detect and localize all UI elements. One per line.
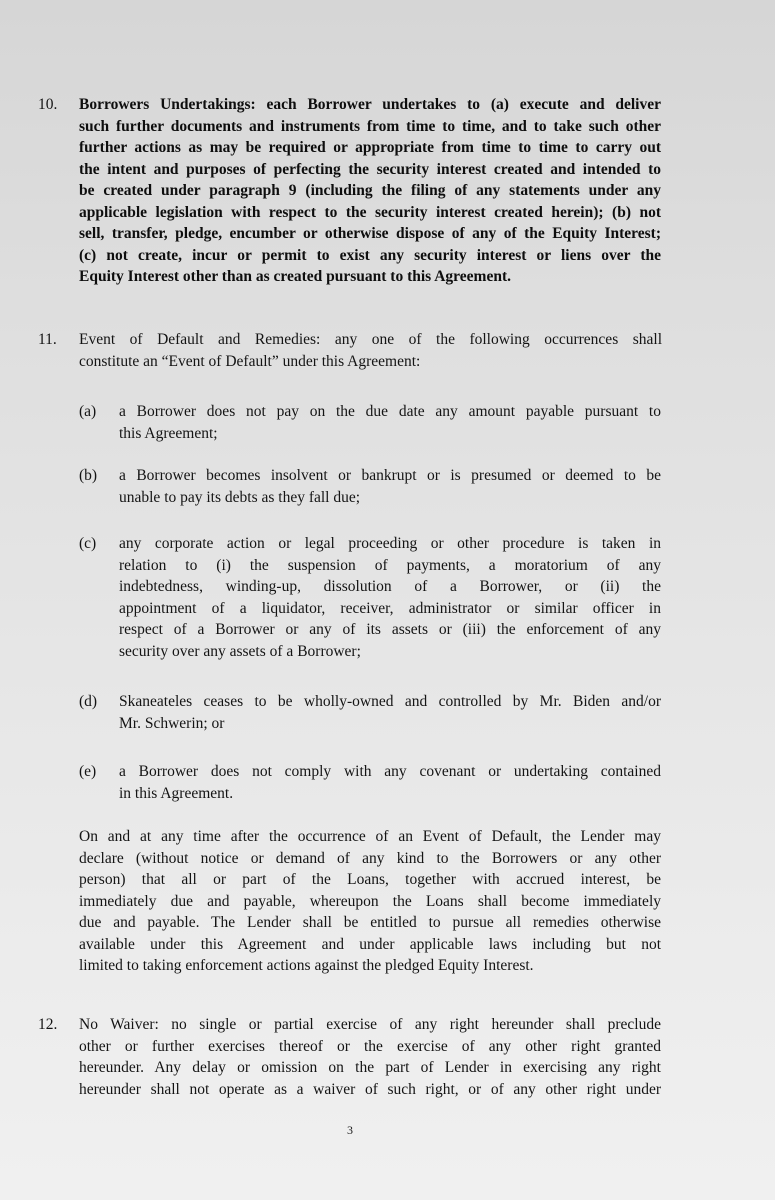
item-a-body <box>119 401 661 444</box>
item-d-line-2: Mr. Schwerin; or <box>119 714 225 732</box>
section-11-line-2: constitute an “Event of Default” under this Agreement: <box>79 352 421 370</box>
section-10-line-9: Equity Interest other than as created pursuant to this Agreement. <box>79 268 511 285</box>
closing-line-1: On and at any time after the occurrence of an Event of Default, the Lender may <box>79 828 661 845</box>
item-e-body <box>119 761 661 804</box>
item-c-body <box>119 533 661 662</box>
closing-line-5: due and payable. The Lender shall be entitled to pursue all remedies otherwise <box>79 914 661 931</box>
item-a-line-1: a Borrower does not pay on the due date any amount payable pursuant to <box>119 403 661 420</box>
section-12-line-1: No Waiver: no single or partial exercise of any right hereunder shall preclude <box>79 1016 661 1033</box>
section-11-number: 11. <box>38 331 57 348</box>
item-a-line-2: this Agreement; <box>119 424 218 442</box>
item-c-line-6: security over any assets of a Borrower; <box>119 642 361 660</box>
section-11-intro <box>79 329 662 372</box>
item-c-line-4: appointment of a liquidator, receiver, administrator or similar officer in <box>119 599 661 617</box>
item-e-line-2: in this Agreement. <box>119 784 234 802</box>
closing-line-7: limited to taking enforcement actions against the pledged Equity Interest. <box>79 957 534 974</box>
section-10-line-5: be created under paragraph 9 (including the filing of any statements under any <box>79 182 661 199</box>
section-10-line-3: further actions as may be required or appropriate from time to time to carry out <box>79 139 661 156</box>
item-d-label: (d) <box>79 693 98 710</box>
section-10-line-6: applicable legislation with respect to the security interest created herein); (b) not <box>79 203 661 221</box>
section-10-number: 10. <box>38 96 58 113</box>
section-12-line-4: hereunder shall not operate as a waiver of such right, or of any other right under <box>79 1080 661 1098</box>
item-c-line-1: any corporate action or legal proceeding or other procedure is taken in <box>119 535 661 552</box>
section-11-line-1: Event of Default and Remedies: any one of the following occurrences shall <box>79 331 662 348</box>
section-10-body <box>79 94 661 288</box>
item-b-body <box>119 465 661 508</box>
section-10-line-1: Borrowers Undertakings: each Borrower undertakes to (a) execute and deliver <box>79 96 661 113</box>
section-10-line-8: (c) not create, incur or permit to exist any security interest or liens over the <box>79 246 661 264</box>
item-d-line-1: Skaneateles ceases to be wholly-owned and controlled by Mr. Biden and/or <box>119 693 661 710</box>
section-12-number: 12. <box>38 1016 58 1033</box>
item-c-label: (c) <box>79 535 97 552</box>
section-10-line-7: sell, transfer, pledge, encumber or otherwise dispose of any of the Equity Interest; <box>79 225 661 242</box>
item-e-line-1: a Borrower does not comply with any covenant or undertaking contained <box>119 763 661 780</box>
item-d-body <box>119 691 661 734</box>
item-c-line-2: relation to (i) the suspension of payments, a moratorium of any <box>119 556 661 574</box>
item-b-line-2: unable to pay its debts as they fall due; <box>119 488 361 506</box>
item-b-line-1: a Borrower becomes insolvent or bankrupt or is presumed or deemed to be <box>119 467 661 484</box>
item-c-line-5: respect of a Borrower or any of its assets or (iii) the enforcement of any <box>119 621 661 638</box>
section-12-line-2: other or further exercises thereof or the exercise of any other right granted <box>79 1037 661 1055</box>
section-10-line-2: such further documents and instruments from time to time, and to take such other <box>79 117 661 135</box>
closing-line-4: immediately due and payable, whereupon the Loans shall become immediately <box>79 892 661 910</box>
closing-line-2: declare (without notice or demand of any kind to the Borrowers or any other <box>79 849 661 867</box>
section-11-closing <box>79 826 661 977</box>
page-number: 3 <box>347 1123 353 1137</box>
item-c-line-3: indebtedness, winding-up, dissolution of a Borrower, or (ii) the <box>119 578 661 595</box>
item-a-label: (a) <box>79 403 97 420</box>
item-e-label: (e) <box>79 763 97 780</box>
closing-line-6: available under this Agreement and under applicable laws including but not <box>79 935 661 953</box>
closing-line-3: person) that all or part of the Loans, together with accrued interest, be <box>79 871 661 888</box>
section-12-line-3: hereunder. Any delay or omission on the part of Lender in exercising any right <box>79 1059 661 1076</box>
section-10-line-4: the intent and purposes of perfecting the security interest created and intended to <box>79 160 661 178</box>
section-12-body <box>79 1014 661 1100</box>
item-b-label: (b) <box>79 467 98 484</box>
